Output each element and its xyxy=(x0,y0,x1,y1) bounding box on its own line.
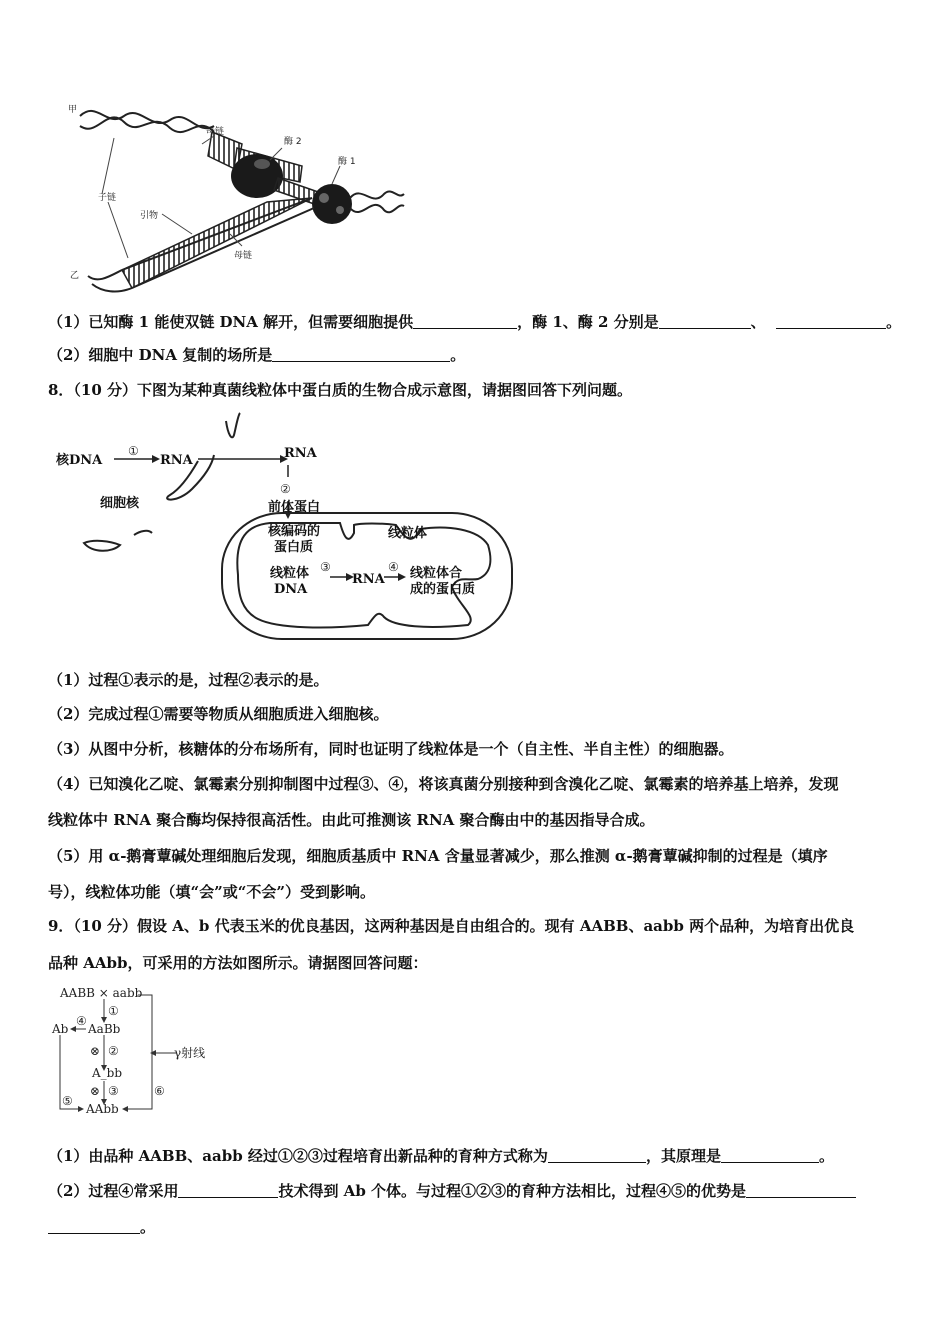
label-mt-protein-2: 成的蛋白质 xyxy=(410,582,476,597)
q7-blank-4[interactable] xyxy=(272,345,450,362)
label-nuclear-coded-2: 蛋白质 xyxy=(274,540,314,555)
q9-header-line1: 9．（10 分）假设 A、b 代表玉米的优良基因，这两种基因是自由组合的。现有 AABB、aabb 两个品种，为培育出优良 xyxy=(48,917,855,935)
label-nuclear-coded-1: 核编码的 xyxy=(268,524,321,539)
label-rna-mt: RNA xyxy=(352,572,385,587)
q9-header-line2: 品种 AAbb，可采用的方法如图所示。请据图回答问题： xyxy=(48,954,428,972)
q9-blank-1[interactable] xyxy=(548,1146,646,1163)
q8-sub2: （2）完成过程①需要等物质从细胞质进入细胞核。 xyxy=(48,705,389,723)
q7-part1: （1）已知酶 1 能使双链 DNA 解开，但需要细胞提供 ，酶 1、酶 2 分别是 、 。 xyxy=(48,313,902,331)
q9-blank-4-cont[interactable] xyxy=(48,1217,140,1234)
label-nucleus: 细胞核 xyxy=(100,496,140,511)
label-daughter: 子链 xyxy=(98,193,117,203)
label-yi: 乙 xyxy=(70,271,80,281)
label-ab: Ab xyxy=(52,1022,69,1036)
label-primer: 引物 xyxy=(140,211,159,221)
q9-sub2-cont: 。 xyxy=(48,1217,916,1237)
label-step5: ⑤ xyxy=(62,1094,73,1108)
label-step4: ④ xyxy=(76,1014,87,1028)
upper-strand-b xyxy=(80,117,214,132)
label-mother-bottom: 母链 xyxy=(234,251,253,261)
q7-part2: （2）细胞中 DNA 复制的场所是 。 xyxy=(48,346,466,364)
enzyme-1-shape xyxy=(312,184,352,224)
q8-sub1: （1）过程①表示的是，过程②表示的是。 xyxy=(48,671,329,689)
label-mt-dna-2: DNA xyxy=(274,582,308,597)
q8-sub4-line1: （4）已知溴化乙啶、氯霉素分别抑制图中过程③、④，将该真菌分别接种到含溴化乙啶、氯霉素的培养基上培养，发现 xyxy=(48,775,839,793)
q9-blank-3[interactable] xyxy=(178,1181,278,1198)
label-nuclear-dna: 核DNA xyxy=(56,453,103,468)
breeding-figure xyxy=(50,985,220,1120)
dna-replication-figure xyxy=(62,98,412,294)
label-step3: ③ xyxy=(108,1084,119,1098)
q8-header: 8．（10 分）下图为某种真菌线粒体中蛋白质的生物合成示意图，请据图回答下列问题。 xyxy=(48,381,633,399)
label-self1: ⊗ xyxy=(90,1044,101,1058)
label-step4: ④ xyxy=(388,560,399,574)
label-jia: 甲 xyxy=(68,105,78,115)
label-aabb-f1: AaBb xyxy=(88,1022,121,1036)
label-self2: ⊗ xyxy=(90,1084,101,1098)
label-mt-protein-1: 线粒体合 xyxy=(410,566,463,581)
q8-sub5-line2: 号），线粒体功能（填“会”或“不会”）受到影响。 xyxy=(48,883,376,901)
label-a-bb: A_bb xyxy=(92,1066,123,1080)
nuclear-envelope xyxy=(226,413,240,437)
label-step1: ① xyxy=(128,444,139,458)
label-step6: ⑥ xyxy=(154,1084,165,1098)
label-step2: ② xyxy=(108,1044,119,1058)
label-step1: ① xyxy=(108,1004,119,1018)
q7-blank-1[interactable] xyxy=(413,312,517,329)
label-rna-right: RNA xyxy=(284,446,317,461)
label-gamma: γ射线 xyxy=(174,1046,206,1060)
q7-blank-2[interactable] xyxy=(659,312,751,329)
label-parents: AABB × aabb xyxy=(60,986,143,1000)
q8-sub3: （3）从图中分析，核糖体的分布场所有，同时也证明了线粒体是一个（自主性、半自主性）的细胞器。 xyxy=(48,740,734,758)
q8-sub4-line2: 线粒体中 RNA 聚合酶均保持很高活性。由此可推测该 RNA 聚合酶由中的基因指导合成。 xyxy=(48,811,655,829)
label-enzyme1: 酶 1 xyxy=(338,157,356,167)
label-mt-dna-1: 线粒体 xyxy=(270,566,310,581)
mitochondria-protein-figure xyxy=(48,405,528,645)
upper-strand-a xyxy=(80,111,214,128)
q8-sub5-line1: （5）用 α-鹅膏蕈碱处理细胞后发现，细胞质基质中 RNA 含量显著减少，那么推测 α-鹅膏蕈碱抑制的过程是（填序 xyxy=(48,847,828,865)
label-aabb-final: AAbb xyxy=(86,1102,119,1116)
label-precursor: 前体蛋白 xyxy=(268,500,321,515)
label-rna-left: RNA xyxy=(160,453,193,468)
label-mitochondrion: 线粒体 xyxy=(388,526,428,541)
label-enzyme2: 酶 2 xyxy=(284,137,302,147)
label-step3: ③ xyxy=(320,560,331,574)
label-mother-top: 母链 xyxy=(206,127,225,137)
q9-sub1: （1）由品种 AABB、aabb 经过①②③过程培育出新品种的育种方式称为 ，其原理是 。 xyxy=(48,1147,834,1165)
q9-sub2: （2）过程④常采用 技术得到 Ab 个体。与过程①②③的育种方法相比，过程④⑤的优势是 xyxy=(48,1181,916,1201)
q9-blank-2[interactable] xyxy=(721,1146,819,1163)
label-step2: ② xyxy=(280,482,291,496)
q9-blank-4[interactable] xyxy=(746,1181,856,1198)
q7-blank-3[interactable] xyxy=(776,312,886,329)
